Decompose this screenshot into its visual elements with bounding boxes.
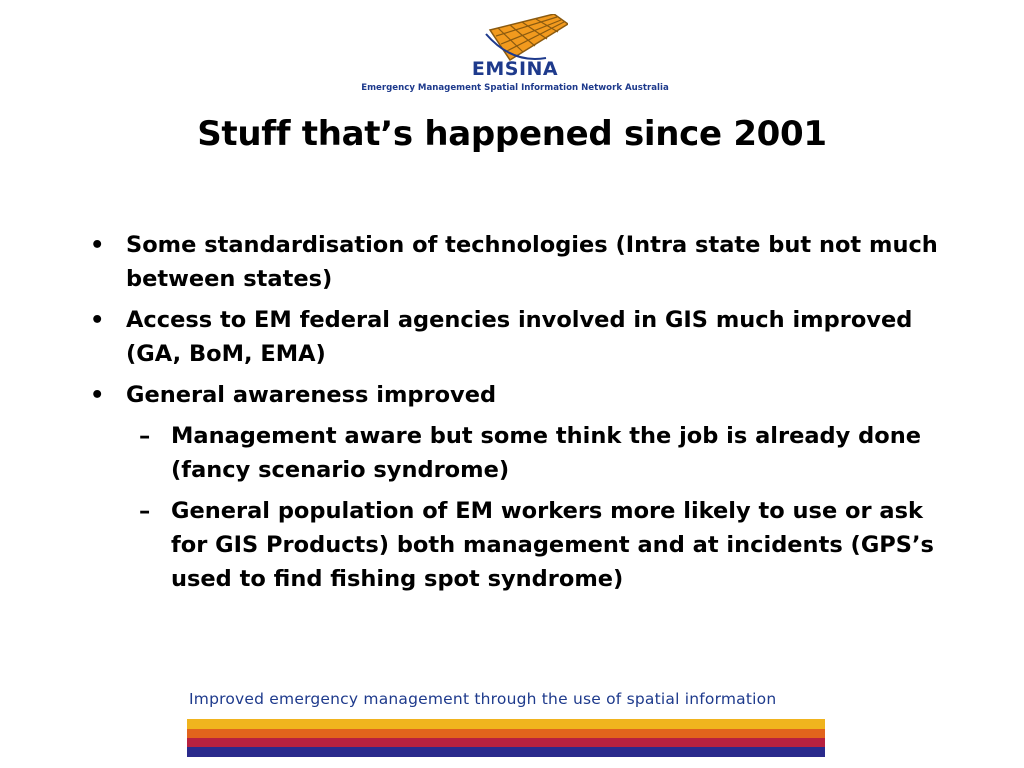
footer-tagline: Improved emergency management through the use of spatial information (189, 690, 777, 708)
footer-stripes (187, 719, 825, 757)
bullet-marker: • (90, 232, 105, 258)
sub-bullet-item (80, 494, 940, 596)
bullet-text: Access to EM federal agencies involved in GIS much improved (GA, BoM, EMA) (126, 307, 913, 367)
bullet-marker: • (90, 382, 105, 408)
sub-bullet-text: General population of EM workers more likely to use or ask for GIS Products) both management and at incidents (GPS’s used to find fishing spot syndrome) (171, 498, 934, 592)
bullet-item (80, 303, 940, 371)
bullet-list (80, 228, 940, 603)
dash-marker: – (139, 498, 151, 524)
emsina-logo (340, 14, 690, 98)
sub-bullet-text: Management aware but some think the job is already done (fancy scenario syndrome) (171, 423, 921, 483)
footer-stripe (187, 729, 825, 738)
slide-title: Stuff that’s happened since 2001 (197, 114, 827, 154)
dash-marker: – (139, 423, 151, 449)
sub-bullet-item (80, 419, 940, 487)
bullet-text: General awareness improved (126, 382, 497, 408)
logo-name: EMSINA (471, 58, 559, 80)
bullet-marker: • (90, 307, 105, 333)
logo-tagline: Emergency Management Spatial Information Network Australia (361, 83, 669, 93)
bullet-item (80, 228, 940, 296)
footer-stripe (187, 738, 825, 747)
bullet-item (80, 378, 940, 412)
footer-stripe (187, 747, 825, 757)
bullet-text: Some standardisation of technologies (Intra state but not much between states) (126, 232, 938, 292)
footer-stripe (187, 719, 825, 729)
